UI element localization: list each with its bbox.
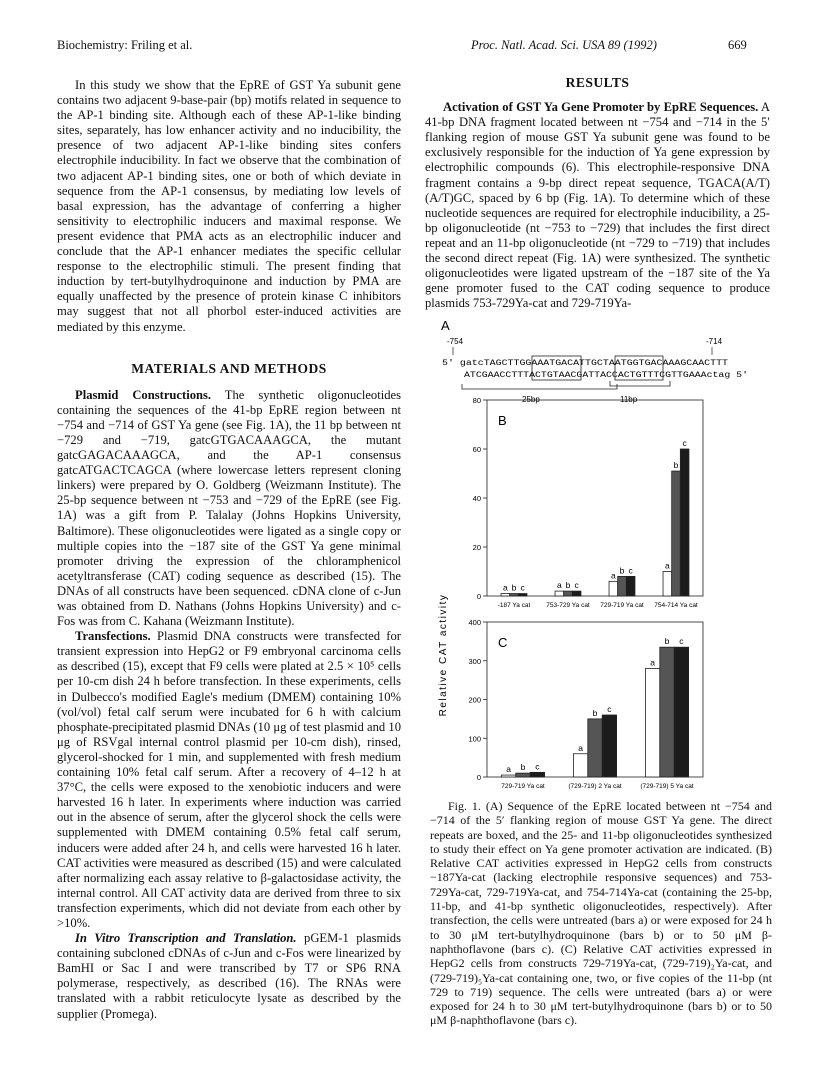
activation-paragraph (425, 100, 770, 311)
category-label: 753-729 Ya cat (546, 602, 590, 609)
intro-paragraph: In this study we show that the EpRE of GST Ya subunit gene contains two adjacent 9-base-pair (bp) motifs related in sequence to the AP-1 binding site. Although each of these AP-1-like binding sites, separately, has low enhancer activity and no inducibility, the presence of two adjacent AP-1-like binding sites confers electrophile inducibility. In fact we observe that the combination of two adjacent AP-1 binding sites, one or both of which deviate in sequence from the AP-1 consensus, by mediating low levels of basal expression, has the advantage of conferring a higher sensitivity to electrophilic inducers and maximal response. We present evidence that PMA acts as an electrophilic inducer and conclude that the AP-1 enhancer mediates the specific cellular response to the electrophilic stimuli. The present finding that induction by tert-butylhydroquinone and induction by PMA are equally unaffected by the presence of protein kinase C inhibitors may suggest that not all phorbol ester-induced activities are mediated by this enzyme. (57, 78, 401, 334)
y-tick-label: 200 (468, 695, 481, 705)
bar-letter-label: c (574, 580, 579, 591)
y-axis-label: Relative CAT activity (438, 593, 449, 717)
bracket-25bp-label: 25bp (522, 395, 540, 404)
y-tick-label: 40 (472, 494, 481, 503)
results-heading: RESULTS (565, 75, 630, 90)
bar-c (530, 772, 544, 777)
bar-letter-label: a (578, 742, 583, 753)
panel-c-chart (468, 618, 703, 790)
bar-letter-label: c (679, 636, 684, 647)
transfection-paragraph (57, 629, 401, 931)
bar-b (588, 719, 602, 777)
caption-paragraph (430, 799, 772, 1028)
bar-c (626, 576, 635, 596)
caption-text: (A) Sequence of the EpRE located between nt −754 and −714 of the 5′ flanking region of mouse GST Ya gene. The direct repeats are boxed, and the 25- and 11-bp oligonucleotides synthesized to study their effect on Ya gene promoter activation are indicated. (B) Relative CAT activities expressed in HepG2 cells from constructs −187Ya-cat (lacking electrophile responsive sequences) and 753-729Ya-cat, 729-719Ya-cat, and 754-714Ya-cat (containing the 25-bp, 11-bp, and 41-bp synthetic oligonucleotides, respectively). After transfection, the cells were untreated (bars a) or were exposed for 24 h to 30 μM tert-butylhydroquinone (bars b) or to 50 μM β-naphthoflavone (bars c). (C) Relative CAT activities expressed in HepG2 cells from constructs 729-719Ya-cat, (729-719)₂Ya-cat, and (729-719)₅Ya-cat containing one, two, or five copies of the 11-bp (nt 729 to 719) sequence. The cells were untreated (bars a) or were exposed for 24 h to 30 μM tert-butylhydroquinone (bars b) or to 50 μM β-naphthoflavone (bars c). (430, 799, 772, 1028)
bar-a (663, 572, 672, 597)
plasmid-text: The synthetic oligonucleotides containing the sequences of the 41-bp EpRE region between nt −754 and −714 of GST Ya gene (see Fig. 1A), the 11 bp between nt −729 and −719, gatcGTGACAAAGCA, the mutant gatcGAGACAAAGCA, and the AP-1 consensus gatcATGACTCAGCA (where lowercase letters represent cloning linkers) were prepared by O. Goldberg (Weizmann Institute). The 25-bp sequence between nt −753 and −729 of the EpRE (see Fig. 1A) was a gift from P. Talalay (Johns Hopkins University, Baltimore). These oligonucleotides were ligated as a single copy or multiple copies into the −187 site of the GST Ya gene minimal promoter driving the expression of the chloramphenicol acetyltransferase (CAT) coding sequence as described (15). The DNAs of all constructs have been sequenced. cDNA clone of c-Jun was obtained from D. Nathans (Johns Hopkins University) and c-Fos was from C. Kahana (Weizmann Institute). (57, 387, 401, 629)
bar-c (680, 449, 689, 596)
bar-b (618, 576, 627, 596)
bar-letter-label: b (664, 636, 670, 647)
activation-text: A 41-bp DNA fragment located between nt −754 and −714 in the 5′ flanking region of mouse GST Ya subunit gene was found to be exclusively responsible for the induction of Ya gene expression by electrophilic compounds (6). This electrophile-responsive DNA fragment contains a 9-bp direct repeat sequence, TGACA(A/T)(A/T)GC, spaced by 6 bp (Fig. 1A). To determine which of these nucleotide sequences are required for electrophile inducibility, a 25-bp oligonucleotide (nt −753 to −729) that includes the first direct repeat and an 11-bp oligonucleotide (nt −729 to −719) that includes the second direct repeat (Fig. 1A) were synthesized. The synthetic oligonucleotides were ligated upstream of the −187 site of the Ya gene promoter fused to the CAT coding sequence to produce plasmids 753-729Ya-cat and 729-719Ya- (425, 100, 770, 311)
category-label: (729-719) 5 Ya cat (640, 783, 694, 790)
top-strand-sequence: 5' gatcTAGCTTGGAAATGACATTGCTAATGGTGACAAAGCAACTTT (442, 358, 728, 368)
panel-c-label: C (498, 635, 508, 650)
bar-c (518, 594, 527, 596)
bar-letter-label: a (556, 580, 562, 591)
page-number: 669 (728, 38, 747, 52)
category-label: (729-719) 2 Ya cat (568, 783, 622, 790)
figure-caption (430, 799, 772, 1028)
bar-letter-label: c (535, 761, 540, 772)
invitro-text: pGEM-1 plasmids containing subcloned cDNAs of c-Jun and c-Fos were linearized by BamHI or Sac I and were transcribed by T7 or SP6 RNA polymerase, respectively, as described (16). The RNAs were translated with a rabbit reticulocyte lysate as described by the supplier (Promega). (57, 931, 401, 1021)
y-tick-label: 400 (468, 618, 481, 627)
caption-label: Fig. 1. (448, 799, 481, 813)
panel-a-pos-right: -714 (706, 337, 723, 346)
bracket-25bp (462, 384, 617, 389)
bar-letter-label: c (520, 582, 525, 593)
panel-b-chart (473, 396, 703, 609)
y-tick-label: 60 (472, 445, 481, 454)
bar-letter-label: b (520, 762, 526, 773)
panel-a-label: A (441, 318, 450, 333)
plasmid-runhead: Plasmid Constructions. (75, 387, 212, 402)
category-label: -187 Ya cat (497, 602, 531, 609)
panel-b-frame (487, 400, 703, 596)
bar-letter-label: a (664, 560, 670, 571)
y-tick-label: 100 (468, 734, 481, 744)
bracket-11bp (610, 381, 670, 386)
transfection-text: Plasmid DNA constructs were transfected for transient expression into HepG2 or F9 embryonal carcinoma cells as described (15), except that F9 cells were plated at 2.5 × 10⁵ cells per 10-cm dish 24 h before transfection. In these experiments, cells in Dulbecco's modified Eagle's medium (DMEM) containing 10% (vol/vol) fetal calf serum were incubated for 6 h with calcium phosphate-precipitated plasmid DNAs (10 μg of test plasmid and 10 μg of RSVgal internal control plasmid per 10-cm dish), rinsed, glycerol-shocked for 1 min, and supplemented with fresh medium containing 10% fetal calf serum. After a recovery of 4–12 h at 37°C, the cells were exposed to the xenobiotic inducers and were harvested 16 h later. In experiments where induction was carried out in the absence of serum, after the glycerol shock the cells were supplemented with DMEM containing 0.5% fetal calf serum, inducers were added after 24 h, and cells were harvested 16 h later. CAT activities were measured as described (15) and were calculated after normalizing each assay relative to β-galactosidase activity, the internal control. All CAT activity data are derived from three to six transfection experiments, which did not deviate from each other by >10%. (57, 629, 401, 930)
bar-a (501, 775, 515, 777)
category-label: 729-719 Ya cat (501, 783, 545, 790)
bar-b (564, 591, 573, 596)
direct-repeat-box-1 (532, 356, 581, 380)
bar-letter-label: b (592, 707, 598, 718)
transfection-runhead: Transfections. (75, 629, 151, 644)
materials-methods-heading: MATERIALS AND METHODS (131, 360, 327, 376)
bar-a (645, 669, 659, 778)
bar-a (573, 754, 587, 777)
bar-letter-label: c (607, 704, 612, 714)
bar-c (674, 647, 688, 777)
bar-letter-label: c (682, 438, 687, 448)
category-label: 754-714 Ya cat (654, 602, 698, 609)
bar-letter-label: b (565, 580, 571, 591)
panel-a-pos-left: -754 (447, 337, 464, 346)
panel-b-label: B (498, 413, 507, 428)
y-tick-label: 80 (472, 396, 481, 405)
category-label: 729-719 Ya cat (600, 602, 644, 609)
panel-c-frame (487, 622, 703, 777)
bar-b (516, 773, 530, 777)
bar-c (572, 591, 581, 596)
right-column (425, 75, 770, 311)
bar-letter-label: c (628, 565, 633, 576)
running-header-journal: Proc. Natl. Acad. Sci. USA 89 (1992) (471, 38, 657, 52)
bar-b (672, 471, 681, 596)
left-column (57, 78, 401, 1022)
y-tick-label: 300 (468, 656, 481, 666)
activation-runhead: Activation of GST Ya Gene Promoter by EpRE Sequences. (443, 100, 759, 115)
bar-letter-label: a (502, 582, 508, 593)
bar-letter-label: a (610, 570, 616, 581)
bar-b (510, 594, 519, 596)
bar-letter-label: a (650, 657, 655, 668)
bar-a (555, 591, 564, 596)
bar-a (501, 594, 510, 596)
bar-letter-label: b (619, 565, 625, 576)
invitro-paragraph (57, 931, 401, 1022)
y-tick-label: 0 (476, 592, 481, 601)
y-tick-label: 20 (472, 543, 481, 552)
bar-b (660, 647, 674, 777)
direct-repeat-box-2 (615, 356, 663, 380)
bar-c (602, 715, 616, 777)
bar-a (609, 581, 618, 596)
invitro-runhead: In Vitro Transcription and Translation. (75, 931, 297, 946)
bottom-strand-sequence: ATCGAACCTTTACTGTAACGATTACCACTGTTTCGTTGAAActag 5' (464, 370, 748, 380)
y-tick-label: 0 (476, 773, 481, 782)
running-header-authors: Biochemistry: Friling et al. (57, 38, 193, 52)
plasmid-paragraph (57, 388, 401, 630)
bar-letter-label: a (506, 764, 511, 775)
bracket-11bp-label: 11bp (620, 395, 638, 404)
bar-letter-label: b (511, 582, 517, 593)
bar-letter-label: b (673, 460, 679, 471)
